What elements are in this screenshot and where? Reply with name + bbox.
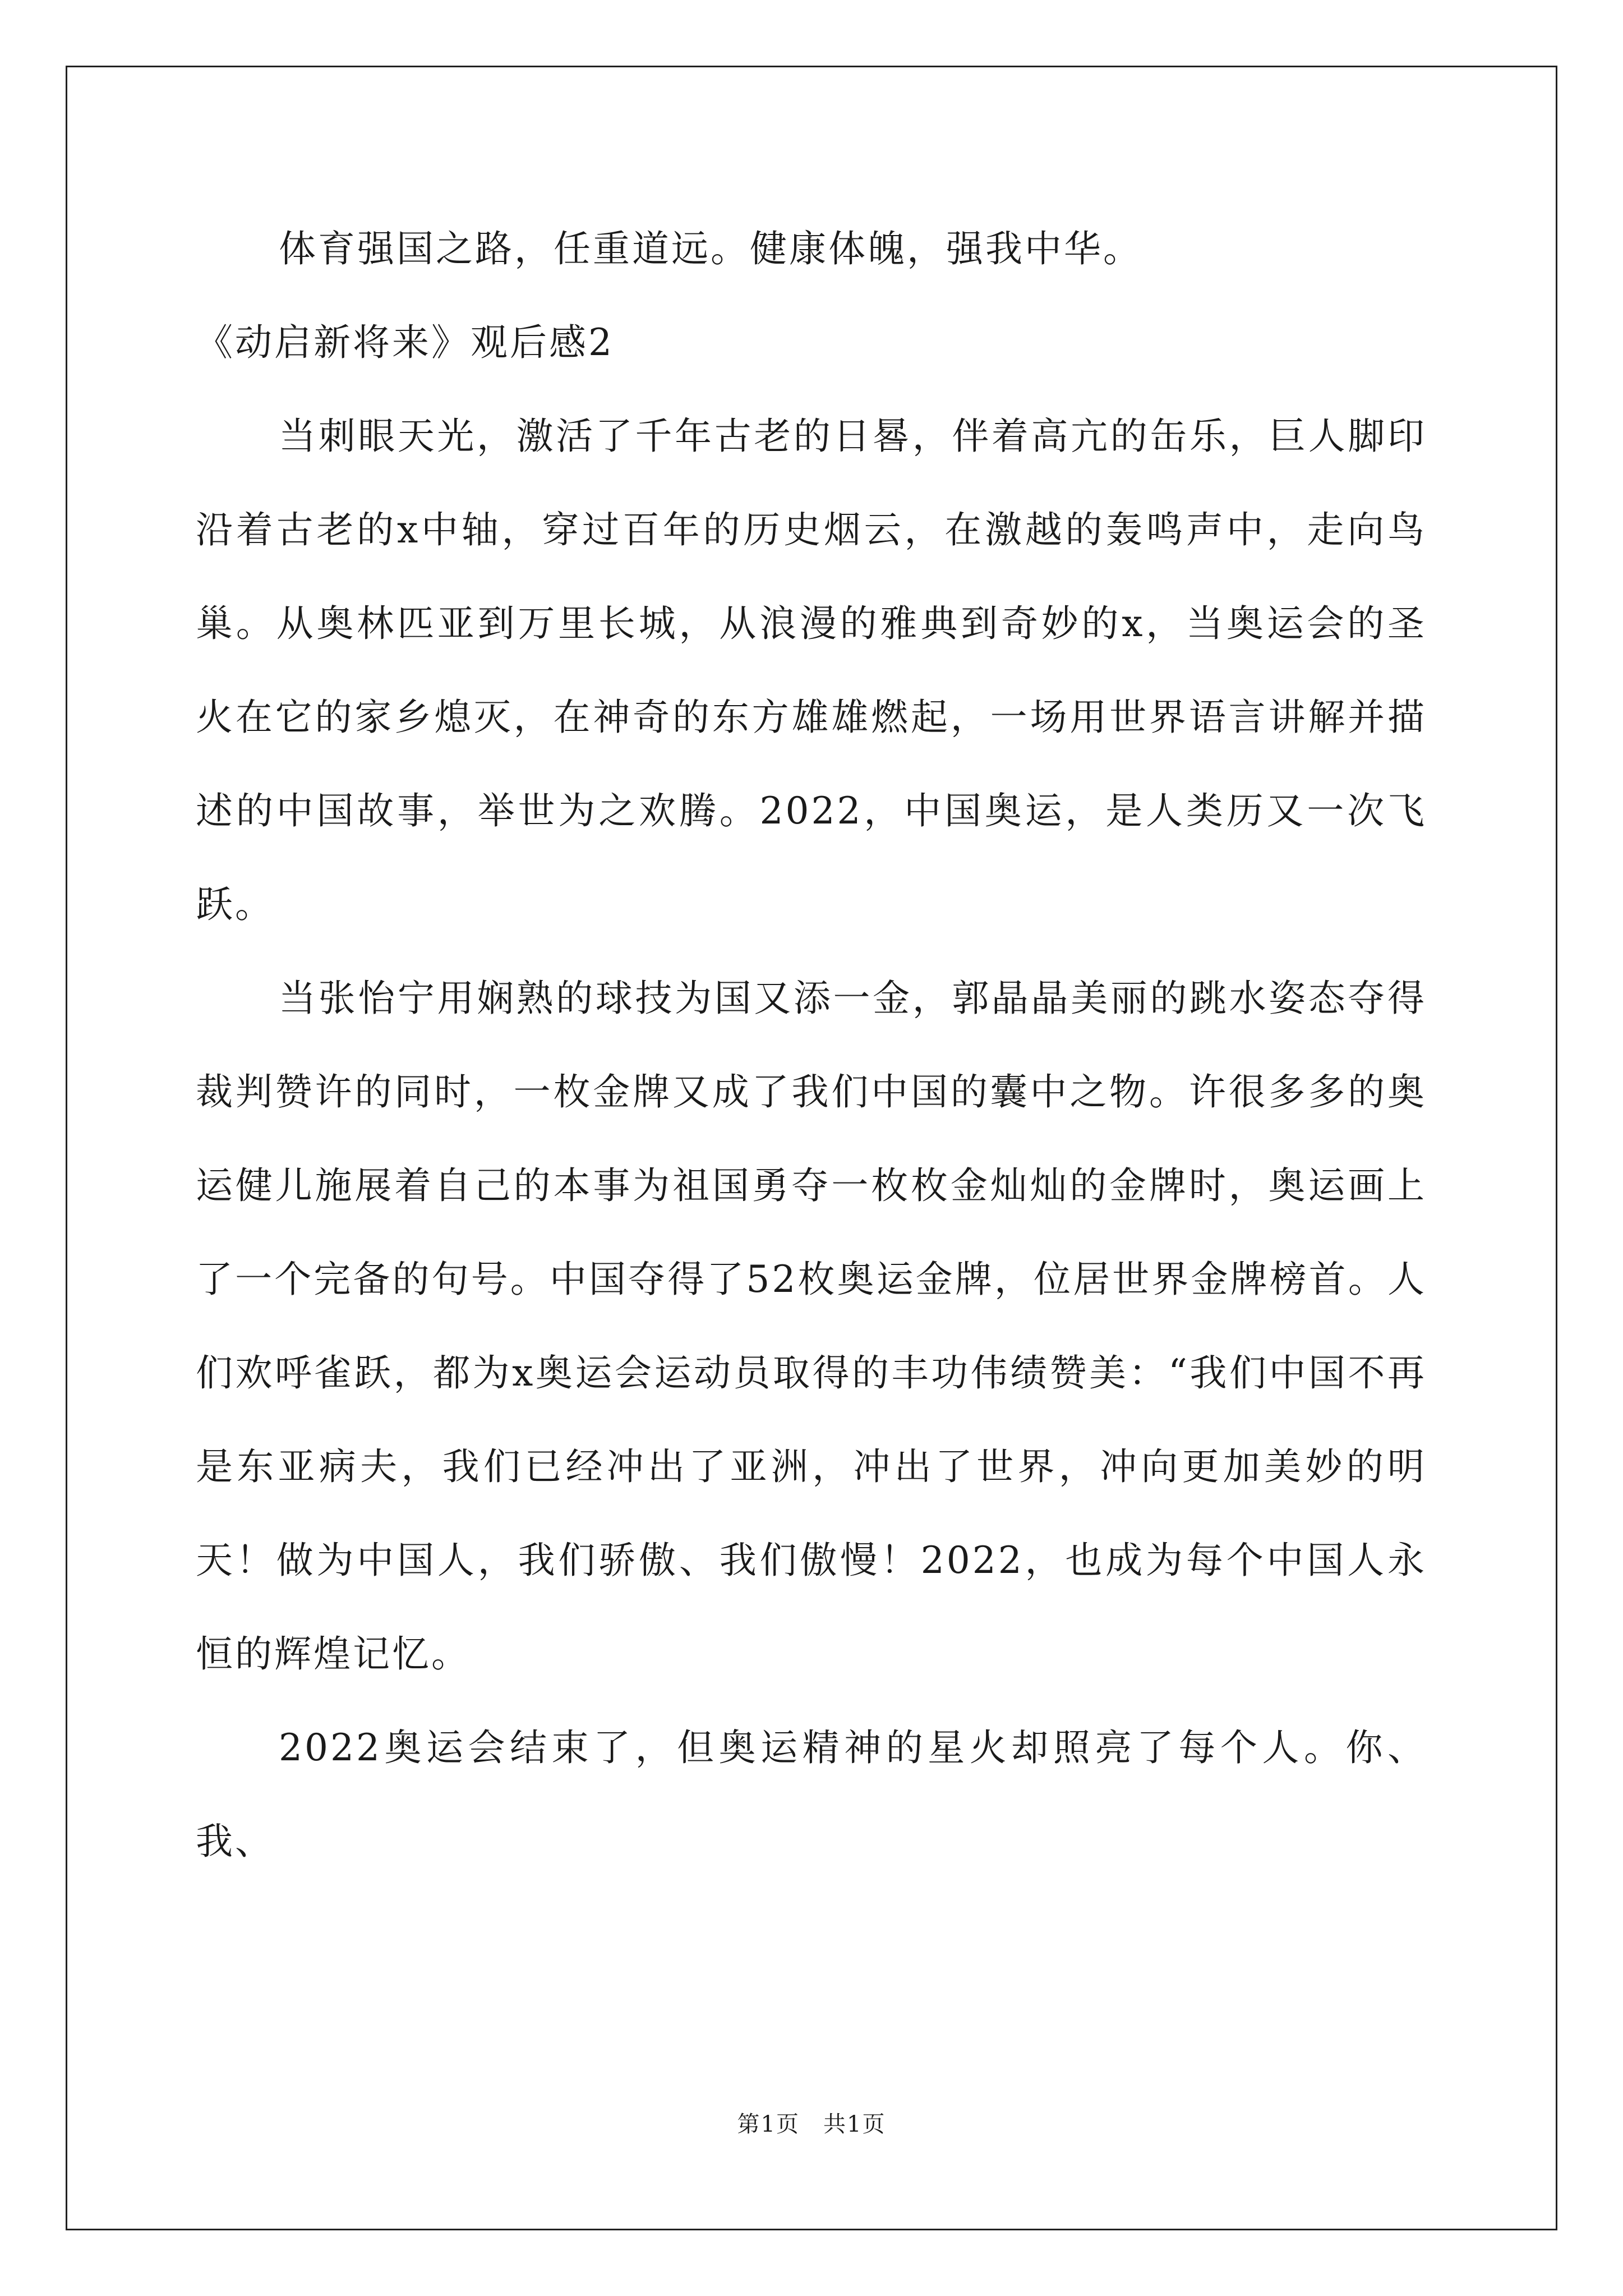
document-body — [196, 202, 1427, 1888]
paragraph-1: 当刺眼天光，激活了千年古老的日晷，伴着高亢的缶乐，巨人脚印沿着古老的x中轴，穿过百年的历史烟云，在激越的轰鸣声中，走向鸟巢。从奥林匹亚到万里长城，从浪漫的雅典到奇妙的x，当奥运会的圣火在它的家乡熄灭，在神奇的东方雄雄燃起，一场用世界语言讲解并描述的中国故事，举世为之欢腾。2022，中国奥运，是人类历又一次飞跃。 — [196, 415, 1427, 926]
paragraph-intro: 体育强国之路，任重道远。健康体魄，强我中华。 — [279, 227, 1142, 270]
section-title: 《动启新将来》观后感2 — [196, 321, 614, 364]
paragraph-2: 当张怡宁用娴熟的球技为国又添一金，郭晶晶美丽的跳水姿态夺得裁判赞许的同时，一枚金牌又成了我们中国的囊中之物。许很多多的奥运健儿施展着自己的本事为祖国勇夺一枚枚金灿灿的金牌时，奥运画上了一个完备的句号。中国夺得了52枚奥运金牌，位居世界金牌榜首。人们欢呼雀跃，都为x奥运会运动员取得的丰功伟绩赞美：“我们中国不再是东亚病夫，我们已经冲出了亚洲，冲出了世界，冲向更加美妙的明天！做为中国人，我们骄傲、我们傲慢！2022，也成为每个中国人永恒的辉煌记忆。 — [196, 977, 1427, 1676]
page-footer: 第1页 共1页 — [737, 2111, 886, 2137]
paragraph-3: 2022奥运会结束了，但奥运精神的星火却照亮了每个人。你、我、 — [196, 1726, 1427, 1863]
